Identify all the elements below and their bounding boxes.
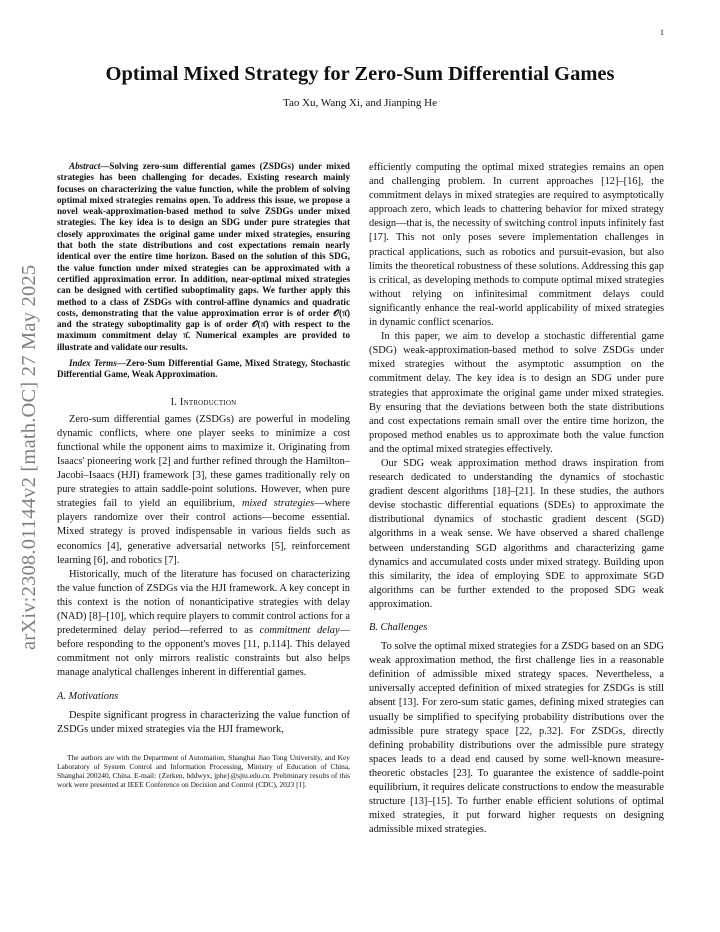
abstract-label: Abstract (69, 161, 101, 171)
emphasis-text: mixed strategies (241, 498, 315, 510)
text-run: —where players randomize over their control actions—become essential. Mixed strategy is proved indispensable in various fields such as economics [4], generative adversarial networks [5], reinforcement learning [6], and robotics [7]. (57, 498, 350, 566)
intro-paragraph-2 (57, 568, 350, 681)
abstract (57, 161, 350, 353)
page-number: 1 (660, 28, 664, 37)
paper-authors: Tao Xu, Wang Xi, and Jianping He (283, 97, 437, 109)
motivations-paragraph-1: Despite significant progress in characterizing the value function of ZSDGs under mixed strategies via the HJI framework, (57, 709, 350, 735)
author-footnote: The authors are with the Department of Automation, Shanghai Jiao Tong University, and Key Laboratory of System Control and Information Processing, Ministry of Education of China, Shanghai 200240, China. E-mail: {Zerken, bddwyx, jphe}@sjtu.edu.cn. Preliminary results of this work were presented at IEEE Conference on Decision and Control (CDC), 2023 [1]. (57, 752, 350, 790)
left-column (57, 161, 350, 789)
text-run: —before responding to the opponent's moves [11, p.114]. This delayed commitment not only mirrors realistic constraints but also helps manage analytical challenges inherent in differential games. (57, 625, 350, 679)
right-column (369, 161, 664, 837)
motivations-paragraph-1-continued: efficiently computing the optimal mixed strategies remains an open and challenging problem. In current approaches [12]–[16], the commitment delays in mixed strategies are required to asymptotically approach zero, which leads to chattering behavior for mixed strategy design—that is, the necessity of switching control inputs infinitely fast [17]. This not only poses severe implementation challenges in practical applications, such as robotics and pursuit-evasion, but also limits the theoretical robustness of these solutions. Addressing this gap is critical, as developing methods to compute optimal mixed strategies without relying on infinitesimal commitment delays could significantly enhance the real-world applicability of mixed strategies in dynamic conflict scenarios. (369, 162, 664, 329)
text-run: Historically, much of the literature has focused on characterizing the value function of ZSDGs via the HJI framework. A key concept in this context is the notion of nonanticipative strategies with delay (NAD) [8]–[10], which require players to commit control actions for a predetermined delay period—referred to as (57, 568, 350, 637)
section-heading-introduction (57, 396, 350, 410)
intro-paragraph-1 (57, 413, 350, 568)
text-run: Zero-sum differential games (ZSDGs) are powerful in modeling dynamic conflicts, where one player seeks to minimize a cost functional while the opponent aims to maximize it. Originating from Isaacs' pioneering work [2] and further refined through the Hamilton–Jacobi–Isaacs (HJI) framework [3], these games traditionally rely on pure strategies to attain saddle-point solutions. However, when pure strategies fail to yield an equilibrium, (57, 413, 350, 510)
motivations-paragraph-3: Our SDG weak approximation method draws inspiration from research dedicated to understanding the dynamics of stochastic gradient descent algorithms [18]–[21]. In these studies, the authors devise stochastic differential equations (SDEs) to approximate the distributional dynamics of stochastic gradient descent (SGD) algorithms in a weak sense. We have observed a shared challenge between understanding SGD algorithms and characterizing game dynamics and accumulated costs under mixed strategy. Building upon this similarity, the idea of employing SDE to approximate SGD algorithms can be further extended to the proposed SDG weak approximation. (369, 457, 664, 610)
index-terms-label: Index Terms (69, 358, 117, 369)
index-terms-text: —Zero-Sum Differential Game, Mixed Strategy, Stochastic Differential Game, Weak Approximation. (57, 358, 350, 380)
paper-title: Optimal Mixed Strategy for Zero-Sum Differential Games (105, 63, 615, 85)
subsection-heading-motivations: A. Motivations (57, 690, 119, 702)
emphasis-text: commitment delay (259, 625, 340, 637)
challenges-paragraph-1: To solve the optimal mixed strategies for a ZSDG based on an SDG weak approximation method, the first challenge lies in a reasonable definition of admissible mixed strategy spaces. Nevertheless, a universally accepted definition of mixed strategies for ZSDGs is still absent [13]. For zero-sum static games, defining mixed strategies can usually be simplified to specifying probability distributions over the admissible pure strategy space [22, p.32]. For ZSDGs, directly defining probability distributions over the admissible pure strategy spaces leads to a dead end caused by some well-known measure-theoretic obstacles [23]. To guarantee the existence of saddle-point equilibrium, it requires delicate constructions to endow the measurable structure [13]–[15]. To further enable efficient solutions of optimal mixed strategies, it put forward higher requests on designing admissible mixed strategies. (369, 641, 664, 836)
section-title: Introduction (179, 396, 237, 408)
abstract-text: —Solving zero-sum differential games (ZSDGs) under mixed strategies has been challenging for decades. Existing research mainly focuses on characterizing the value function, while the problem of solving optimal mixed strategies remains open. To address this issue, we propose a novel weak-approximation-based method to solve ZSDGs under mixed strategies. The key idea is to design an SDG under pure strategies that closely approximates the original game under mixed strategies, ensuring that both the state distributions and cost expectations remain nearly identical over the entire time horizon. Based on the solution of this SDG, the value function under mixed strategies can be approximated with a certified approximation error. In addition, near-optimal mixed strategies can be designed with certified suboptimality gaps. We further apply this method to a class of ZSDGs with control-affine dynamics and quadratic costs, demonstrating that the value approximation error is of order 𝒪(π̄) and the strategy suboptimality gap is of order 𝒪(π̄) with respect to the maximum commitment delay π̄. Numerical examples are provided to illustrate and validate our results. (57, 161, 350, 352)
arxiv-side-stamp: arXiv:2308.01144v2 [math.OC] 27 May 2025 (18, 264, 40, 650)
motivations-paragraph-2: In this paper, we aim to develop a stochastic differential game (SDG) weak-approximation-based method to solve ZSDGs under mixed strategies without the asymptotic assumption on the commitment delay. The key idea is to design an SDG under pure strategies that approximate the original game under mixed strategies. By ensuring that the deviations between both the state distributions and cost expectations remain small over the entire time horizon, the proposed method enables us to approximate both the value function and the optimal mixed strategies effectively. (369, 331, 664, 455)
subsection-heading-challenges: B. Challenges (369, 622, 428, 633)
index-terms (57, 358, 350, 381)
section-numeral: I. (170, 396, 178, 408)
